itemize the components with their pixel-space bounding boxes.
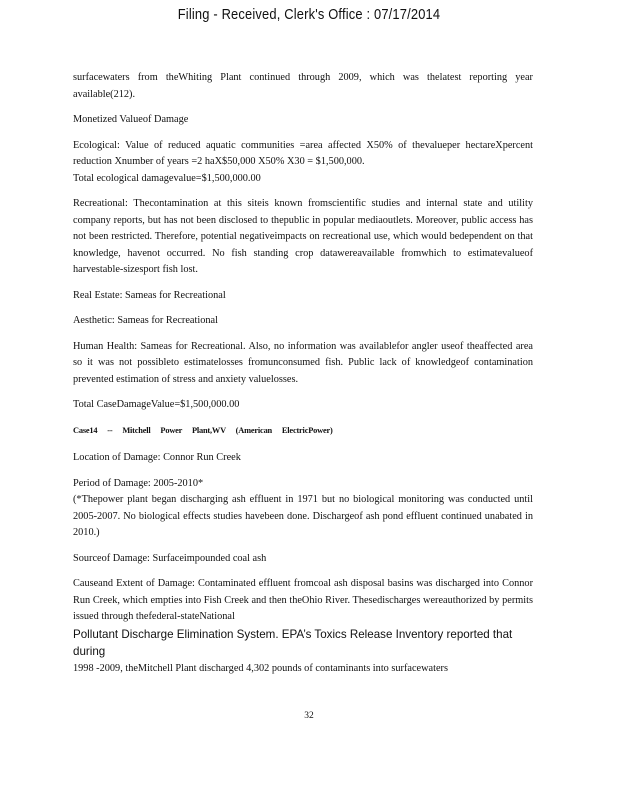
paragraph-real-estate: Real Estate: Sameas for Recreational xyxy=(73,289,226,301)
document-body xyxy=(73,70,533,686)
filing-header: Filing - Received, Clerk's Office : 07/17/2014 xyxy=(177,6,441,23)
paragraph-human-health: Human Health: Sameas for Recreational. Also, no information was availablefor angler useof theaffected area so it was not possibleto estimatelosses fromunconsumed fish. Public lack of knowledgeof contamination prevented estimation of stress and anxiety valuelosses. xyxy=(73,340,533,385)
period-footnote: (*Thepower plant began discharging ash effluent in 1971 but no biological monitoring was conducted until 2005-2007. No biological effects studies havebeen done. Dischargeof ash pond effluent continued unabated in 2010.) xyxy=(73,494,533,538)
paragraph-ecological xyxy=(73,138,533,188)
ecological-total: Total ecological damagevalue=$1,500,000.00 xyxy=(73,172,261,184)
paragraph-whiting-discharge: surfacewaters from theWhiting Plant continued through 2009, which was thelatest reporting year available(212). xyxy=(73,72,533,100)
source-of-damage: Sourceof Damage: Surfaceimpounded coal ash xyxy=(73,552,267,564)
paragraph-recreational: Recreational: Thecontamination at this siteis known fromscientific studies and internal state and utility company reports, but has not been disclosed to thepublic in popular mediaoutlets. Moreover, public access has not been restricted. Therefore, potential negativeimpacts on recreational use, which would bedependent on that knowledge, havenot occurred. No fish standing crop datawereavailable fromwhich to estimatevalueof harvestable-sizesport fish lost. xyxy=(73,198,533,275)
npdes-sentence: Pollutant Discharge Elimination System. EPA’s Toxics Release Inventory reported that during xyxy=(73,627,513,658)
ecological-formula: Ecological: Value of reduced aquatic communities =area affected X50% of thevalueper hectareXpercent reduction Xnumber of years =2 haX$50,000 X50% X30 = $1,500,000. xyxy=(73,139,533,167)
total-case-damage: Total CaseDamageValue=$1,500,000.00 xyxy=(73,399,240,410)
location-of-damage: Location of Damage: Connor Run Creek xyxy=(73,452,241,463)
paragraph-aesthetic: Aesthetic: Sameas for Recreational xyxy=(73,315,218,326)
page-number: 32 xyxy=(304,711,314,721)
heading-monetized-value: Monetized Valueof Damage xyxy=(73,114,189,125)
cause-and-extent: Causeand Extent of Damage: Contaminated effluent fromcoal ash disposal basins was discharged into Connor Run Creek, which empties into Fish Creek and then theOhio River. Thesedischarges wereauthorized by permits issued through thefederal-stateNational xyxy=(73,578,533,622)
case-title: Case14 -- Mitchell Power Plant,WV (American ElectricPower) xyxy=(73,425,333,435)
period-value: Period of Damage: 2005-2010* xyxy=(73,477,204,489)
period-of-damage xyxy=(73,476,533,542)
mitchell-discharge-sentence: 1998 -2009, theMitchell Plant discharged 4,302 pounds of contaminants into surfacewaters xyxy=(73,662,448,674)
